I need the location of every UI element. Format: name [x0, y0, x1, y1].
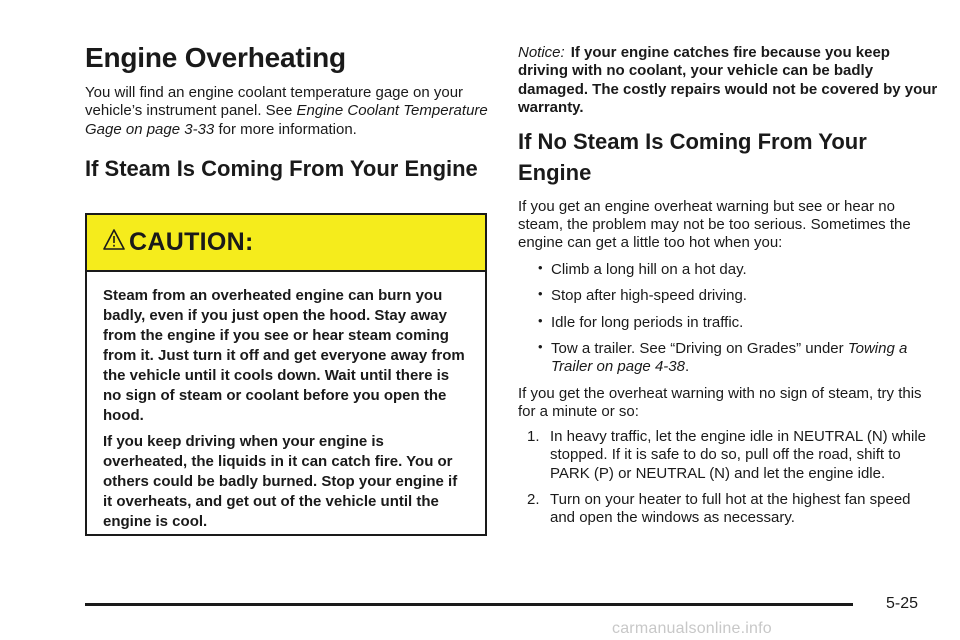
conditions-list — [518, 261, 938, 377]
caution-label: CAUTION: — [129, 228, 254, 256]
list-item: 2. Turn on your heater to full hot at the highest fan speed and open the windows as necessary. — [527, 490, 911, 527]
bullet-icon: • — [538, 312, 543, 328]
bullet-icon: • — [538, 339, 543, 355]
section-title: Engine Overheating — [85, 42, 346, 73]
page-number: 5-25 — [886, 595, 919, 612]
left-column — [85, 40, 490, 184]
caution-header — [87, 215, 485, 272]
no-steam-intro: If you get an engine overheat warning but see or hear no steam, the problem may not be too serious. Sometimes the engine can get a little too hot when you: — [518, 197, 911, 252]
intro-paragraph — [85, 84, 490, 139]
warning-intro: If you get the overheat warning with no sign of steam, try this for a minute or so: — [518, 384, 922, 421]
towing-reference-link[interactable]: Towing a Trailer on page 4-38 — [551, 340, 908, 376]
caution-paragraph: If you keep driving when your engine is overheated, the liquids in it can catch fire. You or others could be badly burned. Stop your engine if it overheats, and get out of the vehicle until the engine is cool. — [103, 433, 458, 530]
bullet-icon: • — [538, 259, 543, 275]
list-item: • Tow a trailer. See “Driving on Grades” under Towing a Trailer on page 4-38. — [538, 339, 908, 376]
steps-list — [518, 428, 938, 528]
warning-triangle-icon — [103, 228, 125, 252]
list-item: • Climb a long hill on a hot day. — [538, 259, 747, 278]
right-column — [518, 44, 938, 536]
list-item: 1. In heavy traffic, let the engine idle in NEUTRAL (N) while stopped. If it is safe to do so, pull off the road, shift to PARK (P) or NEUTRAL (N) and let the engine idle. — [527, 427, 927, 482]
notice-label: Notice: — [518, 44, 565, 61]
steam-heading: If Steam Is Coming From Your Engine — [85, 156, 478, 182]
caution-paragraph: Steam from an overheated engine can burn you badly, even if you just open the hood. Stay away from the engine if you see or hear steam coming from it. Just turn it off and get everyone away from the vehicle until it cools down. Wait until there is no sign of steam or coolant before you open the hood. — [103, 287, 465, 424]
step-number: 2. — [527, 490, 540, 508]
list-item: • Idle for long periods in traffic. — [538, 312, 744, 331]
bullet-icon: • — [538, 286, 543, 302]
notice-paragraph — [518, 44, 938, 118]
footer-rule — [85, 603, 853, 606]
caution-body — [87, 272, 485, 532]
intro-text: You will find an engine coolant temperature gage on your vehicle’s instrument panel. See — [85, 84, 464, 120]
notice-text: If your engine catches fire because you keep driving with no coolant, your vehicle can be badly damaged. The costly repairs would not be covered by your warranty. — [518, 44, 938, 117]
intro-text-end: for more information. — [214, 120, 357, 138]
step-number: 1. — [527, 427, 540, 445]
no-steam-heading: If No Steam Is Coming From Your Engine — [518, 128, 867, 185]
watermark: carmanualsonline.info — [612, 620, 772, 637]
intro-reference-link[interactable]: Engine Coolant Temperature Gage on page 3-33 — [85, 102, 488, 138]
list-item: • Stop after high-speed driving. — [538, 286, 747, 305]
caution-box — [85, 213, 487, 536]
